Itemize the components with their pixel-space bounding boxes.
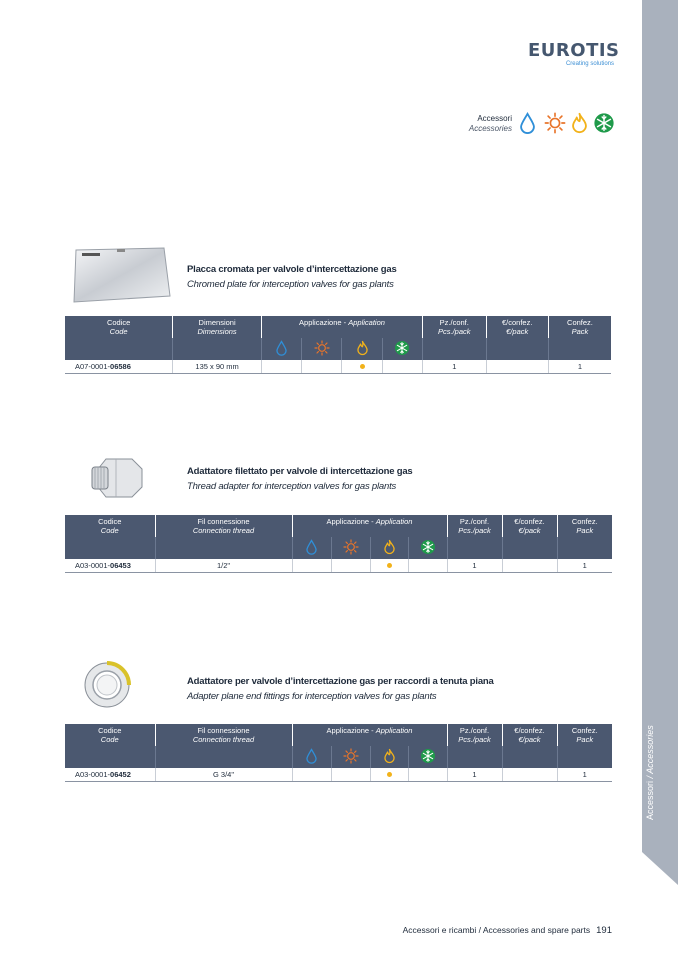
- row-code: A07-0001-06586: [65, 360, 173, 374]
- chromed-plate-image: [72, 244, 172, 306]
- row-pcs: 1: [423, 360, 486, 374]
- col-code: Codice Code: [65, 316, 173, 338]
- page-footer: [360, 925, 612, 936]
- col-eur: €/confez. €/pack: [486, 316, 548, 338]
- product-3-title: Adattatore per valvole d’intercettazione gas per raccordi a tenuta piana: [187, 676, 494, 687]
- col-dimensions: Dimensioni Dimensions: [173, 316, 262, 338]
- row-pack: 1: [548, 360, 611, 374]
- gas-flame-icon: [383, 539, 396, 555]
- row-eur: [502, 768, 557, 782]
- col-pcs: Pz./conf. Pcs./pack: [423, 316, 486, 338]
- row-spec: 135 x 90 mm: [173, 360, 262, 374]
- col-code: Codice Code: [65, 724, 155, 746]
- table-row: [65, 559, 612, 573]
- col-pcs: Pz./conf. Pcs./pack: [447, 724, 502, 746]
- category-it: Accessori: [477, 114, 512, 123]
- row-code: A03-0001-06453: [65, 559, 155, 573]
- footer-text: Accessori e ricambi / Accessories and spare parts: [402, 925, 591, 935]
- col-application: Applicazione - Application: [292, 724, 447, 746]
- col-application: Applicazione - Application: [261, 316, 422, 338]
- water-drop-icon: [275, 340, 288, 356]
- page-number: 191: [596, 925, 612, 936]
- snowflake-cooling-icon: [420, 539, 436, 555]
- sun-heating-icon: [343, 539, 359, 555]
- row-pack: 1: [557, 768, 612, 782]
- col-code: Codice Code: [65, 515, 155, 537]
- col-pack: Confez. Pack: [557, 515, 612, 537]
- gas-application-dot: [387, 772, 392, 777]
- col-pack: Confez. Pack: [548, 316, 611, 338]
- product-3-table: [65, 724, 612, 782]
- category-heading: [440, 114, 512, 134]
- product-2-table: [65, 515, 612, 573]
- row-pcs: 1: [447, 559, 502, 573]
- brand-name: EUROTIS: [528, 40, 620, 61]
- product-1-subtitle: Chromed plate for interception valves for gas plants: [187, 279, 394, 290]
- brand-logo: [528, 40, 620, 68]
- row-spec: G 3/4": [155, 768, 292, 782]
- gas-flame-icon: [383, 748, 396, 764]
- col-connection-thread: Fil connessione Connection thread: [155, 515, 292, 537]
- product-2-title: Adattatore filettato per valvole di intercettazione gas: [187, 466, 413, 477]
- snowflake-cooling-icon: [420, 748, 436, 764]
- category-en: Accessories: [468, 124, 512, 133]
- row-pcs: 1: [447, 768, 502, 782]
- col-pack: Confez. Pack: [557, 724, 612, 746]
- col-pcs: Pz./conf. Pcs./pack: [447, 515, 502, 537]
- table-row: [65, 768, 612, 782]
- plane-end-adapter-image: [82, 660, 132, 710]
- row-eur: [486, 360, 548, 374]
- sun-heating-icon: [343, 748, 359, 764]
- row-code: A03-0001-06452: [65, 768, 155, 782]
- gas-application-dot: [387, 563, 392, 568]
- application-icons: [518, 111, 616, 135]
- sun-heating-icon: [545, 113, 564, 132]
- table-row: [65, 360, 611, 374]
- snowflake-cooling-icon: [394, 340, 410, 356]
- sidebar-label: Accessori / Accessories: [645, 725, 655, 820]
- row-eur: [502, 559, 557, 573]
- product-1-title: Placca cromata per valvole d’intercettazione gas: [187, 264, 397, 275]
- gas-application-dot: [360, 364, 365, 369]
- col-application: Applicazione - Application: [292, 515, 447, 537]
- col-eur: €/confez. €/pack: [502, 515, 557, 537]
- sun-heating-icon: [314, 340, 330, 356]
- gas-flame-icon: [356, 340, 369, 356]
- brand-tagline: Creating solutions: [565, 61, 614, 67]
- water-drop-icon: [305, 748, 318, 764]
- product-2-subtitle: Thread adapter for interception valves for gas plants: [187, 481, 397, 492]
- col-connection-thread: Fil connessione Connection thread: [155, 724, 292, 746]
- row-pack: 1: [557, 559, 612, 573]
- water-drop-icon: [305, 539, 318, 555]
- gas-flame-icon: [573, 114, 586, 132]
- thread-adapter-image: [88, 455, 146, 501]
- col-eur: €/confez. €/pack: [502, 724, 557, 746]
- row-spec: 1/2": [155, 559, 292, 573]
- product-1-table: [65, 316, 611, 374]
- water-drop-icon: [521, 114, 534, 133]
- snowflake-cooling-icon: [594, 113, 613, 132]
- product-3-subtitle: Adapter plane end fittings for interception valves for gas plants: [187, 691, 437, 702]
